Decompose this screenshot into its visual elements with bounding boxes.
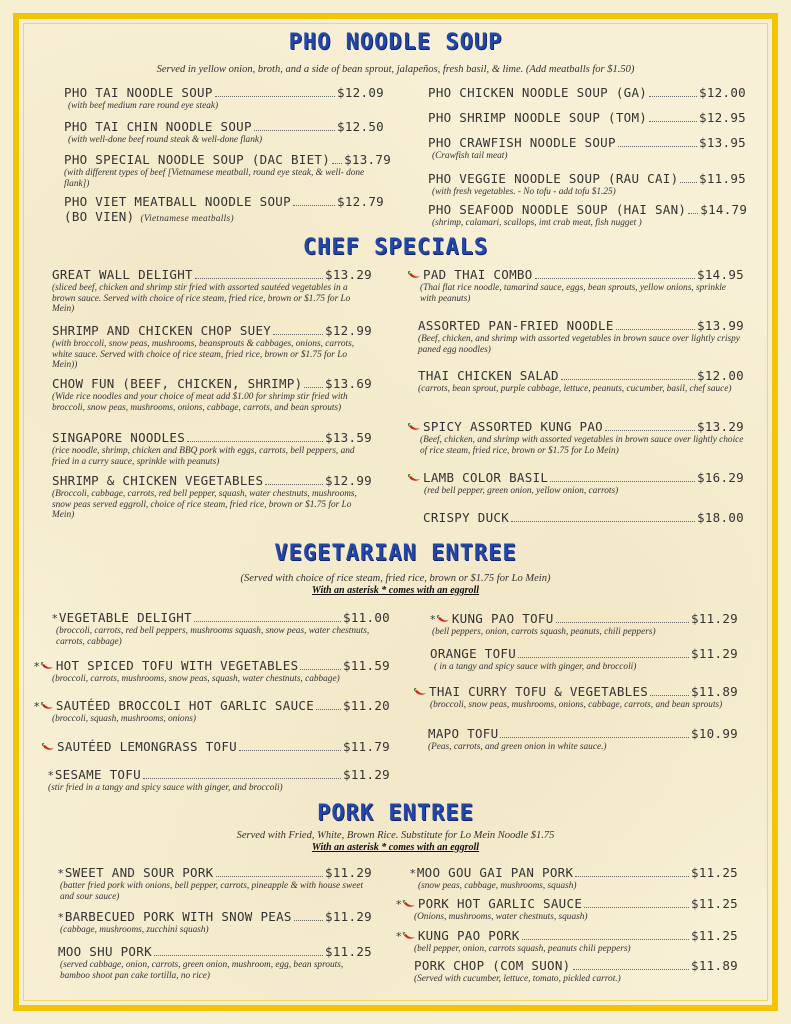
veg-eggroll-note: With an asterisk * comes with an eggroll [311,585,480,596]
menu-item: * PORK HOT GARLIC SAUCE $11.25 (Onions, mushrooms, water chestnuts, squash) [396,896,738,922]
chili-pepper-icon [403,932,416,940]
menu-item: * MOO GOU GAI PAN PORK $11.25 (snow peas, cabbage, mushrooms, squash) [410,865,738,891]
menu-item: PORK CHOP (COM SUON) $11.89 (Served with cucumber, lettuce, tomato, pickled carrot.) [414,958,738,984]
menu-item: LAMB COLOR BASIL $16.29 (red bell pepper, green onion, yellow onion, carrots) [408,470,744,497]
menu-item: PHO SEAFOOD NOODLE SOUP (HAI SAN) $14.79 (shrimp, calamari, scallops, imt crab meat, fish nugget ) [428,202,748,228]
menu-item: MAPO TOFU $10.99 (Peas, carrots, and green onion in white sauce.) [428,726,738,752]
menu-item: PHO TAI CHIN NOODLE SOUP $12.50 (with well-done beef round steak & well-done flank) [64,119,384,145]
menu-item: PHO CHICKEN NOODLE SOUP (GA) $12.00 [428,85,746,100]
menu-item: SHRIMP AND CHICKEN CHOP SUEY $12.99 (with broccoli, snow peas, mushrooms, beansprouts & cabbages, onions, carrots, white sauce. Served with choice of rice steam, fried rice, brown or $1.75 for Lo Mein)) [52,323,372,370]
menu-item: SINGAPORE NOODLES $13.59 (rice noodle, shrimp, chicken and BBQ pork with eggs, carrots, bell peppers, and fried in a curry sauce, sprinkle with peanuts) [52,430,372,467]
chili-pepper-icon [403,900,416,908]
menu-item: THAI CHICKEN SALAD $12.00 (carrots, bean sprout, purple cabbage, lettuce, peanuts, cucumber, basil, chef sauce) [418,368,744,394]
pho-section-subtitle: Served in yellow onion, broth, and a side of bean sprout, jalapeños, fresh basil, & lime. (Add meatballs for $1.50) [156,64,635,75]
menu-item: * KUNG PAO TOFU $11.29 (bell peppers, onion, carrots squash, peanuts, chili peppers) [430,611,738,637]
menu-item: * KUNG PAO PORK $11.25 (bell pepper, onion, carrots squash, peanuts chili peppers) [396,928,738,954]
veg-section-title: VEGETARIAN ENTREE [274,541,517,566]
menu-item: CHOW FUN (BEEF, CHICKEN, SHRIMP) $13.69 (Wide rice noodles and your choice of meat add $1.00 for shrimp stir fried with broccoli, snow peas, mushrooms, onions, cabbage, carrots, and bean sprouts) [52,376,372,413]
menu-item: PAD THAI COMBO $14.95 (Thai flat rice noodle, tamarind sauce, eggs, bean sprouts, yellow onions, sprinkle with peanuts) [408,267,744,304]
pork-section-title: PORK ENTREE [317,801,474,826]
menu-item: PHO TAI NOODLE SOUP $12.09 (with beef medium rare round eye steak) [64,85,384,111]
menu-item: MOO SHU PORK $11.25 (served cabbage, onion, carrots, green onion, mushroom, egg, bean sprouts, bamboo shoot pan cake tortilla, no rice) [58,944,372,981]
pork-section-subtitle: Served with Fried, White, Brown Rice. Substitute for Lo Mein Noodle $1.75 [236,830,555,841]
menu-item: ASSORTED PAN-FRIED NOODLE $13.99 (Beef, chicken, and shrimp with assorted vegetables in brown sauce over lightly crispy paned egg noodles) [418,318,744,355]
menu-item: * SESAME TOFU $11.29 (stir fried in a tangy and spicy sauce with ginger, and broccoli) [48,767,390,793]
menu-item: PHO VEGGIE NOODLE SOUP (RAU CAI) $11.95 (with fresh vegetables. - No tofu - add tofu $1.25) [428,171,746,197]
chili-pepper-icon [408,271,421,279]
chili-pepper-icon [437,615,450,623]
menu-item: * VEGETABLE DELIGHT $11.00 (broccoli, carrots, red bell peppers, mushrooms squash, snow peas, water chestnuts, carrots, cabbage) [52,610,390,647]
menu-item: * BARBECUED PORK WITH SNOW PEAS $11.29 (cabbage, mushrooms, zucchini squash) [58,909,372,935]
chili-pepper-icon [41,702,54,710]
menu-item: SPICY ASSORTED KUNG PAO $13.29 (Beef, chicken, and shrimp with assorted vegetables in brown sauce over lightly choice of rice steam, fried rice, brown or $1.75 for Lo Mein) [408,419,744,456]
chili-pepper-icon [42,743,55,751]
chili-pepper-icon [408,474,421,482]
menu-item: PHO SPECIAL NOODLE SOUP (DAC BIET) $13.79 (with different types of beef [Vietnamese meatball, round eye steak, & well- done flank]) [64,152,392,189]
pork-eggroll-note: With an asterisk * comes with an eggroll [311,842,480,853]
menu-item: SHRIMP & CHICKEN VEGETABLES $12.99 (Broccoli, cabbage, carrots, red bell pepper, squash, water chestnuts, mushrooms, snow peas served eggroll, choice of rice steam, fried rice, brown or $1.75 for Lo Mein) [52,473,372,520]
veg-section-subtitle: (Served with choice of rice steam, fried rice, brown or $1.75 for Lo Mein) [240,573,551,584]
menu-item: * SAUTÉED BROCCOLI HOT GARLIC SAUCE $11.20 (broccoli, squash, mushrooms, onions) [34,698,390,724]
chili-pepper-icon [408,423,421,431]
chef-section-title: CHEF SPECIALS [302,235,489,260]
menu-item: ORANGE TOFU $11.29 ( in a tangy and spicy sauce with ginger, and broccoli) [430,646,738,672]
menu-item: CRISPY DUCK $18.00 [423,510,744,525]
menu-item: * HOT SPICED TOFU WITH VEGETABLES $11.59 (broccoli, carrots, mushrooms, snow peas, squash, water chestnuts, cabbage) [34,658,390,684]
chili-pepper-icon [414,688,427,696]
menu-item: PHO VIET MEATBALL NOODLE SOUP $12.79 (BO VIEN) (Vietnamese meatballs) [64,194,384,224]
menu-item: PHO CRAWFISH NOODLE SOUP $13.95 (Crawfish tail meat) [428,135,746,161]
menu-item: SAUTÉED LEMONGRASS TOFU $11.79 [42,739,390,754]
pho-section-title: PHO NOODLE SOUP [288,30,503,55]
menu-item: GREAT WALL DELIGHT $13.29 (sliced beef, chicken and shrimp stir fried with assorted sautéed vegetables in a brown sauce. Served with choice of rice steam, fried rice, brown or $1.75 for Lo Mein) [52,267,372,314]
menu-item: THAI CURRY TOFU & VEGETABLES $11.89 (broccoli, snow peas, mushrooms, onions, cabbage, carrots, and bean sprouts) [414,684,738,711]
menu-item: PHO SHRIMP NOODLE SOUP (TOM) $12.95 [428,110,746,125]
menu-item: * SWEET AND SOUR PORK $11.29 (batter fried pork with onions, bell pepper, carrots, pineapple & with house sweet and sour sauce) [58,865,372,902]
chili-pepper-icon [41,662,54,670]
